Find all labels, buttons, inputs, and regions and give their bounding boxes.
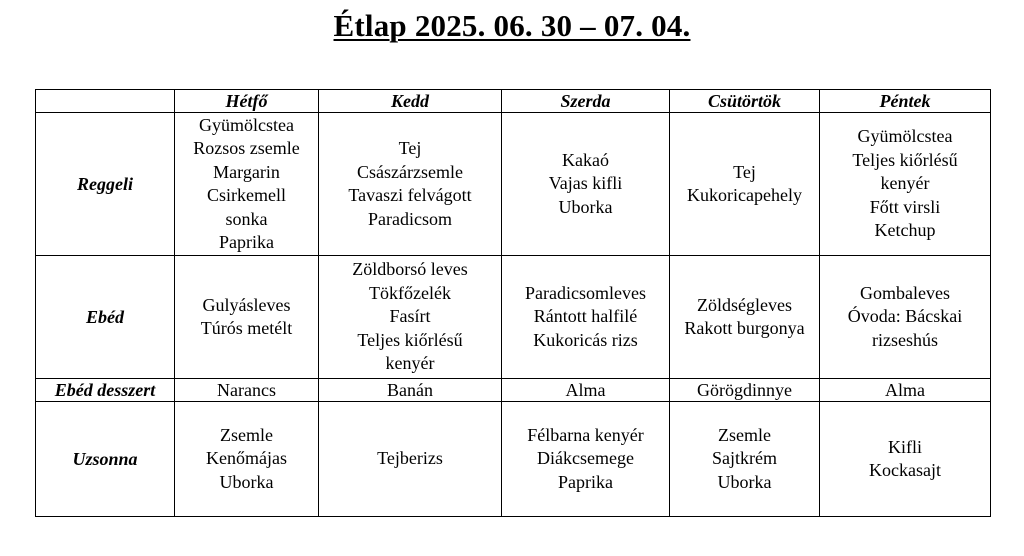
menu-item: Margarin — [213, 161, 280, 182]
menu-item: Kakaó — [562, 149, 609, 170]
menu-item: Zöldborsó leves — [352, 259, 468, 280]
menu-cell — [502, 113, 670, 256]
menu-cell — [502, 379, 670, 402]
menu-table — [35, 89, 991, 517]
meal-label: Uzsonna — [36, 402, 175, 517]
day-header: Szerda — [502, 90, 670, 113]
header-row — [36, 90, 991, 113]
menu-item: Tavaszi felvágott — [348, 185, 472, 205]
menu-item: Tökfőzelék — [369, 282, 451, 303]
menu-item: Tej — [398, 138, 422, 158]
menu-item: Tej — [733, 161, 756, 182]
menu-item: kenyér — [880, 173, 930, 194]
menu-item: Paradicsom — [368, 208, 452, 229]
menu-item: Rántott halfilé — [533, 306, 638, 327]
menu-item: Csirkemell — [207, 185, 286, 205]
page-title: Étlap 2025. 06. 30 – 07. 04. — [333, 8, 691, 43]
menu-cell — [670, 379, 820, 402]
menu-item: Kukoricás rizs — [533, 329, 638, 350]
menu-item: Teljes kiőrlésű — [357, 329, 463, 350]
menu-item: Gombaleves — [860, 282, 950, 303]
menu-item: Alma — [885, 380, 925, 400]
menu-item: Paprika — [558, 471, 613, 492]
menu-item: Teljes kiőrlésű — [852, 149, 958, 170]
menu-item: Óvoda: Bácskai — [847, 306, 963, 327]
meal-label: Reggeli — [36, 113, 175, 256]
day-header: Kedd — [319, 90, 502, 113]
menu-item: Gyümölcstea — [857, 126, 953, 147]
menu-cell — [175, 256, 319, 379]
meal-row-ebed-desszert — [36, 379, 991, 402]
menu-item: Kockasajt — [869, 460, 941, 480]
menu-item: Fasírt — [389, 306, 431, 327]
menu-item: kenyér — [385, 353, 435, 374]
menu-item: Túrós metélt — [200, 318, 293, 338]
menu-cell — [670, 113, 820, 256]
menu-item: Vajas kifli — [548, 173, 623, 194]
day-header: Csütörtök — [670, 90, 820, 113]
menu-item: Paprika — [219, 232, 274, 252]
menu-cell — [502, 402, 670, 517]
menu-cell — [319, 256, 502, 379]
menu-item: Uborka — [558, 196, 613, 217]
menu-item: Görögdinnye — [697, 380, 792, 400]
menu-cell — [319, 402, 502, 517]
menu-cell — [820, 113, 991, 256]
menu-item: Narancs — [217, 380, 276, 400]
menu-item: Zsemle — [718, 424, 771, 445]
menu-item: Ketchup — [874, 220, 936, 241]
menu-cell — [175, 379, 319, 402]
menu-item: Gyümölcstea — [199, 114, 294, 135]
menu-item: Sajtkrém — [712, 448, 777, 469]
menu-item: Tejberizs — [377, 448, 443, 469]
meal-row-ebed — [36, 256, 991, 379]
menu-cell — [820, 379, 991, 402]
menu-cell — [820, 402, 991, 517]
meal-row-reggeli — [36, 113, 991, 256]
meal-row-uzsonna — [36, 402, 991, 517]
menu-item: Zöldségleves — [697, 294, 792, 315]
menu-item: Főtt virsli — [869, 196, 941, 217]
menu-item: Paradicsomleves — [525, 282, 646, 303]
menu-item: Uborka — [219, 471, 274, 492]
menu-cell — [670, 402, 820, 517]
menu-item: Diákcsemege — [537, 448, 634, 469]
menu-item: Kifli — [888, 436, 922, 457]
menu-item: sonka — [225, 208, 268, 229]
menu-body — [36, 113, 991, 517]
menu-item: Császárzsemle — [357, 161, 463, 182]
menu-cell — [175, 113, 319, 256]
menu-cell — [670, 256, 820, 379]
menu-cell — [820, 256, 991, 379]
menu-cell — [175, 402, 319, 517]
menu-item: Rozsos zsemle — [193, 138, 300, 158]
menu-item: Félbarna kenyér — [527, 424, 644, 445]
menu-item: Uborka — [717, 471, 772, 492]
menu-item: Kukoricapehely — [687, 185, 802, 205]
menu-item: Rakott burgonya — [684, 318, 805, 338]
day-header: Hétfő — [175, 90, 319, 113]
meal-label: Ebéd desszert — [36, 379, 175, 402]
menu-item: Banán — [387, 380, 433, 400]
menu-cell — [319, 379, 502, 402]
menu-item: Kenőmájas — [206, 448, 287, 469]
menu-item: rizseshús — [872, 329, 938, 350]
menu-cell — [319, 113, 502, 256]
menu-cell — [502, 256, 670, 379]
menu-item: Zsemle — [220, 424, 273, 445]
menu-item: Alma — [565, 380, 606, 400]
meal-label: Ebéd — [36, 256, 175, 379]
day-header: Péntek — [820, 90, 991, 113]
menu-item: Gulyásleves — [202, 294, 291, 315]
corner-cell — [36, 90, 175, 113]
